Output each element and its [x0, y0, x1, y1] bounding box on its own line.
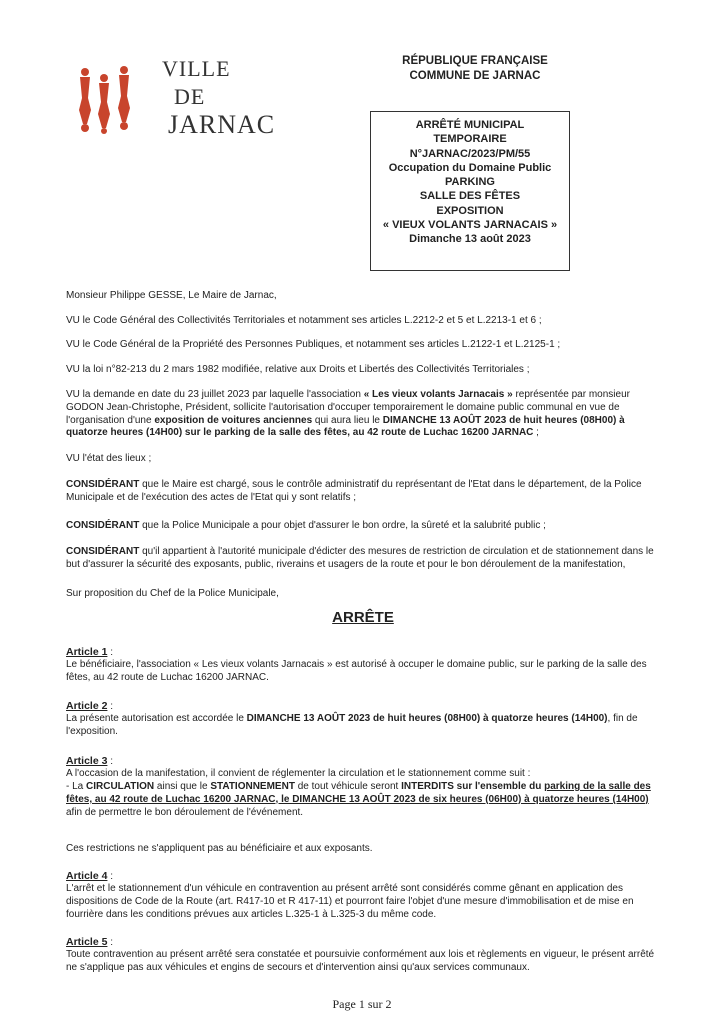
- event-name: exposition de voitures anciennes: [154, 414, 313, 426]
- article-title: Article 3: [66, 755, 108, 767]
- maire-line: Monsieur Philippe GESSE, Le Maire de Jarnac,: [66, 290, 277, 301]
- article-4-text: L'arrêt et le stationnement d'un véhicule en contravention au présent arrêté sont considérés comme gênant en application des dispositions de Code de la Route (art. R417-10 et R 417-11) et pourront faire l'objet d'une mesure d'immobilisation et de mise en fourrière dans les conditions prévues aux articles L.325-1 à L.325-3 du même code.: [66, 883, 634, 920]
- article-text: ainsi que le: [154, 781, 211, 792]
- commune-label: COMMUNE DE JARNAC: [409, 70, 541, 82]
- arrete-title-box: [370, 111, 570, 271]
- colon: :: [107, 701, 113, 712]
- republic-label: RÉPUBLIQUE FRANÇAISE: [402, 55, 548, 67]
- considerant-text: qu'il appartient à l'autorité municipale d'édicter des mesures de restriction de circulation et de stationnement dans le but d'assurer la sécurité des exposants, public, riverains et usagers de la route et pour le bon déroulement de la manifestation,: [66, 546, 654, 570]
- box-line-2: TEMPORAIRE: [433, 133, 507, 146]
- republic-header: [380, 54, 570, 84]
- considerant-paragraph-1: [66, 479, 660, 505]
- logo-line-ville: VILLE: [162, 56, 231, 81]
- vu-text: la loi n°82-213 du 2 mars 1982 modifiée, relative aux Droits et Libertés des Collectivités Territoriales ;: [79, 364, 530, 375]
- article-5-heading: [66, 936, 660, 950]
- box-line-3: N°JARNAC/2023/PM/55: [409, 147, 531, 160]
- article-3-exception: Ces restrictions ne s'appliquent pas au bénéficiaire et aux exposants.: [66, 843, 373, 854]
- association-name: « Les vieux volants Jarnacais »: [363, 389, 513, 400]
- event-date-place: DIMANCHE 13 AOÛT 2023 de huit heures (08H00) à quatorze heures (14H00) sur le parking de la salle des fêtes, au 42 route de Luchac 16200 JARNAC: [66, 414, 625, 439]
- vu-label: VU: [66, 339, 80, 350]
- article-title: Article 5: [66, 936, 108, 948]
- considerant-label: CONSIDÉRANT: [66, 546, 140, 557]
- vu-label: VU: [66, 453, 80, 464]
- considerant-paragraph-3: [66, 546, 660, 572]
- considerant-paragraph-2: [66, 520, 660, 533]
- proposition-line: Sur proposition du Chef de la Police Municipale,: [66, 588, 279, 599]
- jarnac-logo: [74, 56, 276, 139]
- vu-label: VU: [66, 315, 80, 326]
- article-5-text: Toute contravention au présent arrêté sera constatée et poursuivie conformément aux lois et règlements en vigueur, le présent arrêté ne s'applique pas aux véhicules et engins de secours et d'intervention ainsi qu'aux services communaux.: [66, 949, 655, 973]
- circulation-label: CIRCULATION: [86, 781, 155, 792]
- vu-label: VU: [66, 364, 80, 375]
- colon: :: [107, 647, 113, 658]
- considerant-label: CONSIDÉRANT: [66, 520, 140, 531]
- article-title: Article 1: [66, 646, 108, 658]
- box-line-5: PARKING: [445, 176, 495, 189]
- vu-text: le Code Général des Collectivités Territoriales et notamment ses articles L.2212-2 et 5 et L.2213-1 et 6 ;: [79, 315, 542, 326]
- box-line-4: Occupation du Domaine Public: [388, 161, 552, 174]
- considerant-text: que le Maire est chargé, sous le contrôle administratif du représentant de l'Etat dans le département, de la Police Municipale et de l'exécution des actes de l'Etat qui y sont relatifs ;: [66, 479, 642, 503]
- colon: :: [107, 937, 113, 948]
- article-1-heading: [66, 646, 660, 660]
- article-3-rule: [66, 781, 660, 819]
- vu-text: la demande en date du 23 juillet 2023 par laquelle l'association: [79, 389, 364, 400]
- considerant-label: CONSIDÉRANT: [66, 479, 140, 490]
- article-2-text: [66, 713, 660, 739]
- logo-figures-icon: [74, 64, 140, 134]
- considerant-text: que la Police Municipale a pour objet d'assurer le bon ordre, la sûreté et la salubrité public ;: [139, 520, 546, 531]
- article-4-heading: [66, 870, 660, 884]
- vu-paragraph-5: [66, 453, 660, 466]
- article-1-text: Le bénéficiaire, l'association « Les vieux volants Jarnacais » est autorisé à occuper le domaine public, sur le parking de la salle des fêtes, au 42 route de Luchac 16200 JARNAC.: [66, 659, 647, 683]
- vu-paragraph-3: [66, 364, 660, 377]
- box-line-6: SALLE DES FÊTES: [419, 190, 521, 203]
- vu-text: le Code Général de la Propriété des Personnes Publiques, et notamment ses articles L.2122-1 et L.2125-1 ;: [79, 339, 561, 350]
- colon: :: [107, 756, 113, 767]
- colon: :: [107, 871, 113, 882]
- vu-text: qui aura lieu le: [312, 414, 383, 426]
- restriction-zone-period: parking de la salle des fêtes, au 42 route de Luchac 16200 JARNAC, le DIMANCHE 13 AOÛT 2023 de six heures (06H00) à quatorze heures (14H00): [66, 781, 651, 805]
- box-line-7: EXPOSITION: [436, 204, 504, 217]
- stationnement-label: STATIONNEMENT: [210, 781, 295, 792]
- vu-label: VU: [66, 389, 80, 400]
- article-text: afin de permettre le bon déroulement de l'événement.: [66, 806, 304, 818]
- vu-text: l'état des lieux ;: [79, 453, 152, 464]
- box-line-1: ARRÊTÉ MUNICIPAL: [415, 119, 525, 131]
- authorization-period: DIMANCHE 13 AOÛT 2023 de huit heures (08H00) à quatorze heures (14H00): [246, 713, 608, 724]
- article-title: Article 4: [66, 870, 108, 882]
- article-3-intro: A l'occasion de la manifestation, il convient de réglementer la circulation et le stationnement comme suit :: [66, 768, 531, 779]
- box-line-9: Dimanche 13 août 2023: [409, 233, 531, 246]
- article-text: de tout véhicule seront: [294, 781, 402, 792]
- article-text: , fin de l'exposition.: [66, 713, 638, 737]
- article-2-heading: [66, 700, 660, 714]
- logo-line-de: DE: [174, 84, 206, 109]
- article-title: Article 2: [66, 700, 108, 712]
- page-number: Page 1 sur 2: [332, 997, 392, 1011]
- article-text: - La: [66, 781, 87, 792]
- article-text: La présente autorisation est accordée le: [66, 713, 247, 724]
- arrete-heading: ARRÊTE: [332, 609, 394, 626]
- logo-line-jarnac: JARNAC: [168, 110, 276, 139]
- vu-paragraph-4: [66, 389, 660, 440]
- vu-text: représentée par monsieur GODON Jean-Christophe, Président, sollicite l'autorisation d'occuper temporairement le domaine public communal en vue de l'organisation d'une: [66, 389, 630, 426]
- article-3-heading: [66, 755, 660, 769]
- vu-paragraph-2: [66, 339, 660, 352]
- interdits-label: INTERDITS sur l'ensemble du: [401, 781, 545, 792]
- vu-text: ;: [533, 427, 539, 439]
- box-line-8: « VIEUX VOLANTS JARNACAIS »: [382, 219, 558, 232]
- vu-paragraph-1: [66, 315, 660, 328]
